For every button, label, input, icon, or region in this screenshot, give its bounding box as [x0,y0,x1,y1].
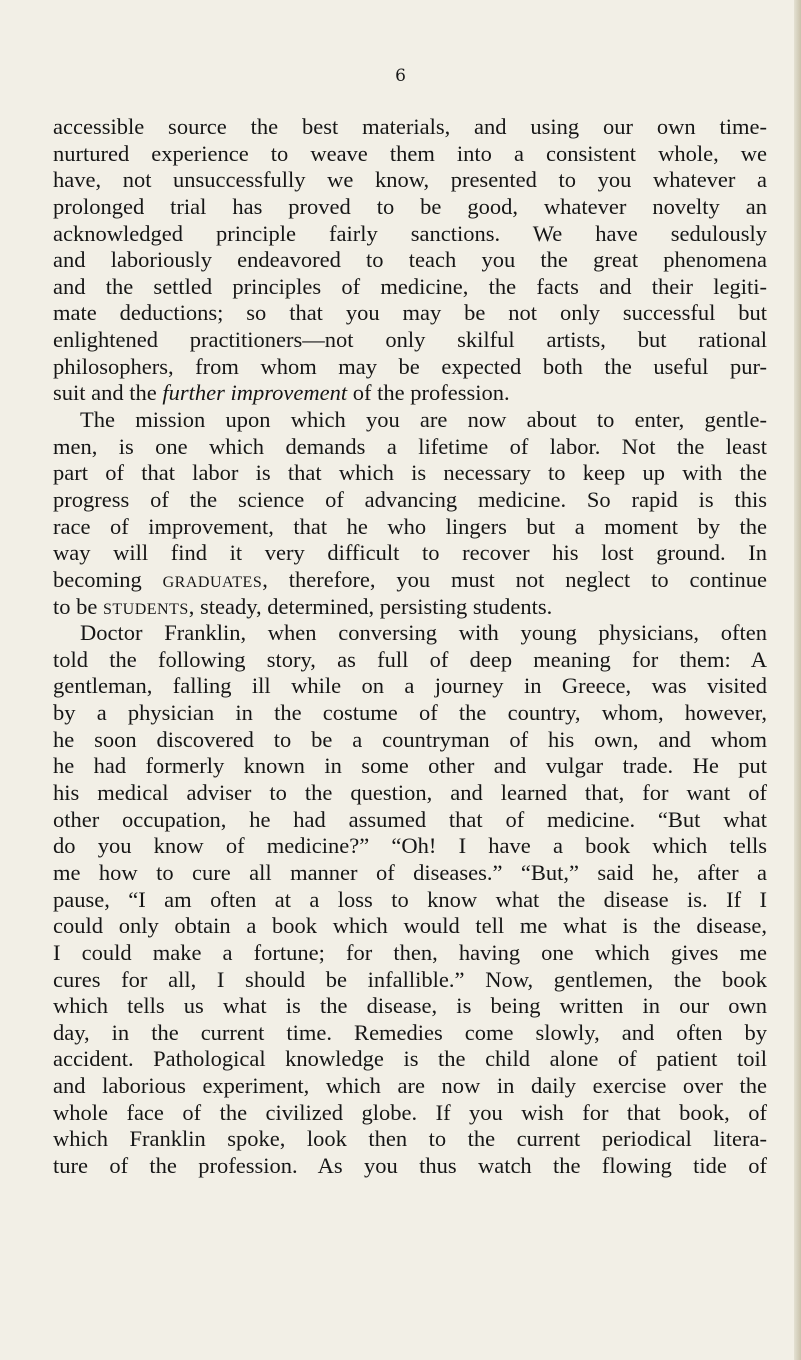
text-line: part of that labor is that which is necessary to keep up with the [53,460,767,486]
body-text [53,114,767,1180]
text-line: philosophers, from whom may be expected both the useful pur- [53,353,767,379]
text-line: he had formerly known in some other and vulgar trade. He put [53,753,767,779]
text-line: his medical adviser to the question, and learned that, for want of [53,780,767,806]
paragraph-franklin [53,620,767,1179]
text-line: gentleman, falling ill while on a journey in Greece, was visited [53,673,767,699]
text-line: could only obtain a book which would tell me what is the disease, [53,913,767,939]
page-edge-shadow [794,0,801,1360]
text-line: accident. Pathological knowledge is the child alone of patient toil [53,1046,767,1072]
line-text: , steady, determined, persisting students. [188,593,553,619]
text-line: Doctor Franklin, when conversing with young physicians, often [80,620,767,646]
text-line: way will find it very difficult to recover his lost ground. In [53,540,767,566]
line-text: becoming [53,566,163,592]
text-line: other occupation, he had assumed that of medicine. “But what [53,806,767,832]
small-caps-students: students [103,593,189,619]
paragraph-continuation [53,114,767,407]
paragraph-mission [53,407,767,620]
text-line: by a physician in the costume of the country, whom, however, [53,700,767,726]
text-line: accessible source the best materials, and using our own time- [53,114,767,139]
text-line: and laboriously endeavored to teach you the great phenomena [53,247,767,273]
text-line [53,380,767,407]
text-line: me how to cure all manner of diseases.” “But,” said he, after a [53,859,767,885]
text-line: The mission upon which you are now about to enter, gentle- [80,407,767,433]
line-text: suit and the [53,380,163,406]
text-line: enlightened practitioners—not only skilful artists, but rational [53,327,767,353]
text-line: pause, “I am often at a loss to know what the disease is. If I [53,886,767,912]
text-line [53,594,767,621]
text-line: whole face of the civilized globe. If you wish for that book, of [53,1099,767,1125]
line-text: to be [53,593,103,619]
text-line: and laborious experiment, which are now in daily exercise over the [53,1073,767,1099]
text-line: acknowledged principle fairly sanctions. We have sedulously [53,220,767,246]
text-line: which tells us what is the disease, is being written in our own [53,993,767,1019]
text-line: prolonged trial has proved to be good, whatever novelty an [53,193,767,219]
text-line: he soon discovered to be a countryman of his own, and whom [53,726,767,752]
text-line: nurtured experience to weave them into a consistent whole, we [53,140,767,166]
text-line: race of improvement, that he who lingers but a moment by the [53,513,767,539]
text-line [53,567,767,594]
text-line: day, in the current time. Remedies come slowly, and often by [53,1019,767,1045]
text-line: men, is one which demands a lifetime of labor. Not the least [53,433,767,459]
text-line: told the following story, as full of deep meaning for them: A [53,646,767,672]
text-line: I could make a fortune; for then, having one which gives me [53,939,767,965]
text-line: and the settled principles of medicine, the facts and their legiti- [53,273,767,299]
page-number: 6 [395,66,406,86]
line-text: , therefore, you must not neglect to continue [262,566,767,592]
line-text: of the profession. [347,380,510,406]
text-line: have, not unsuccessfully we know, presented to you whatever a [53,167,767,193]
text-line: ture of the profession. As you thus watch the flowing tide of [53,1152,767,1178]
text-line: progress of the science of advancing medicine. So rapid is this [53,486,767,512]
small-caps-graduates: graduates [162,566,263,592]
text-line: cures for all, I should be infallible.” Now, gentlemen, the book [53,966,767,992]
emphasis-further-improvement: further improvement [162,380,348,406]
text-line: mate deductions; so that you may be not only successful but [53,300,767,326]
text-line: do you know of medicine?” “Oh! I have a book which tells [53,833,767,859]
text-line: which Franklin spoke, look then to the current periodical litera- [53,1126,767,1152]
